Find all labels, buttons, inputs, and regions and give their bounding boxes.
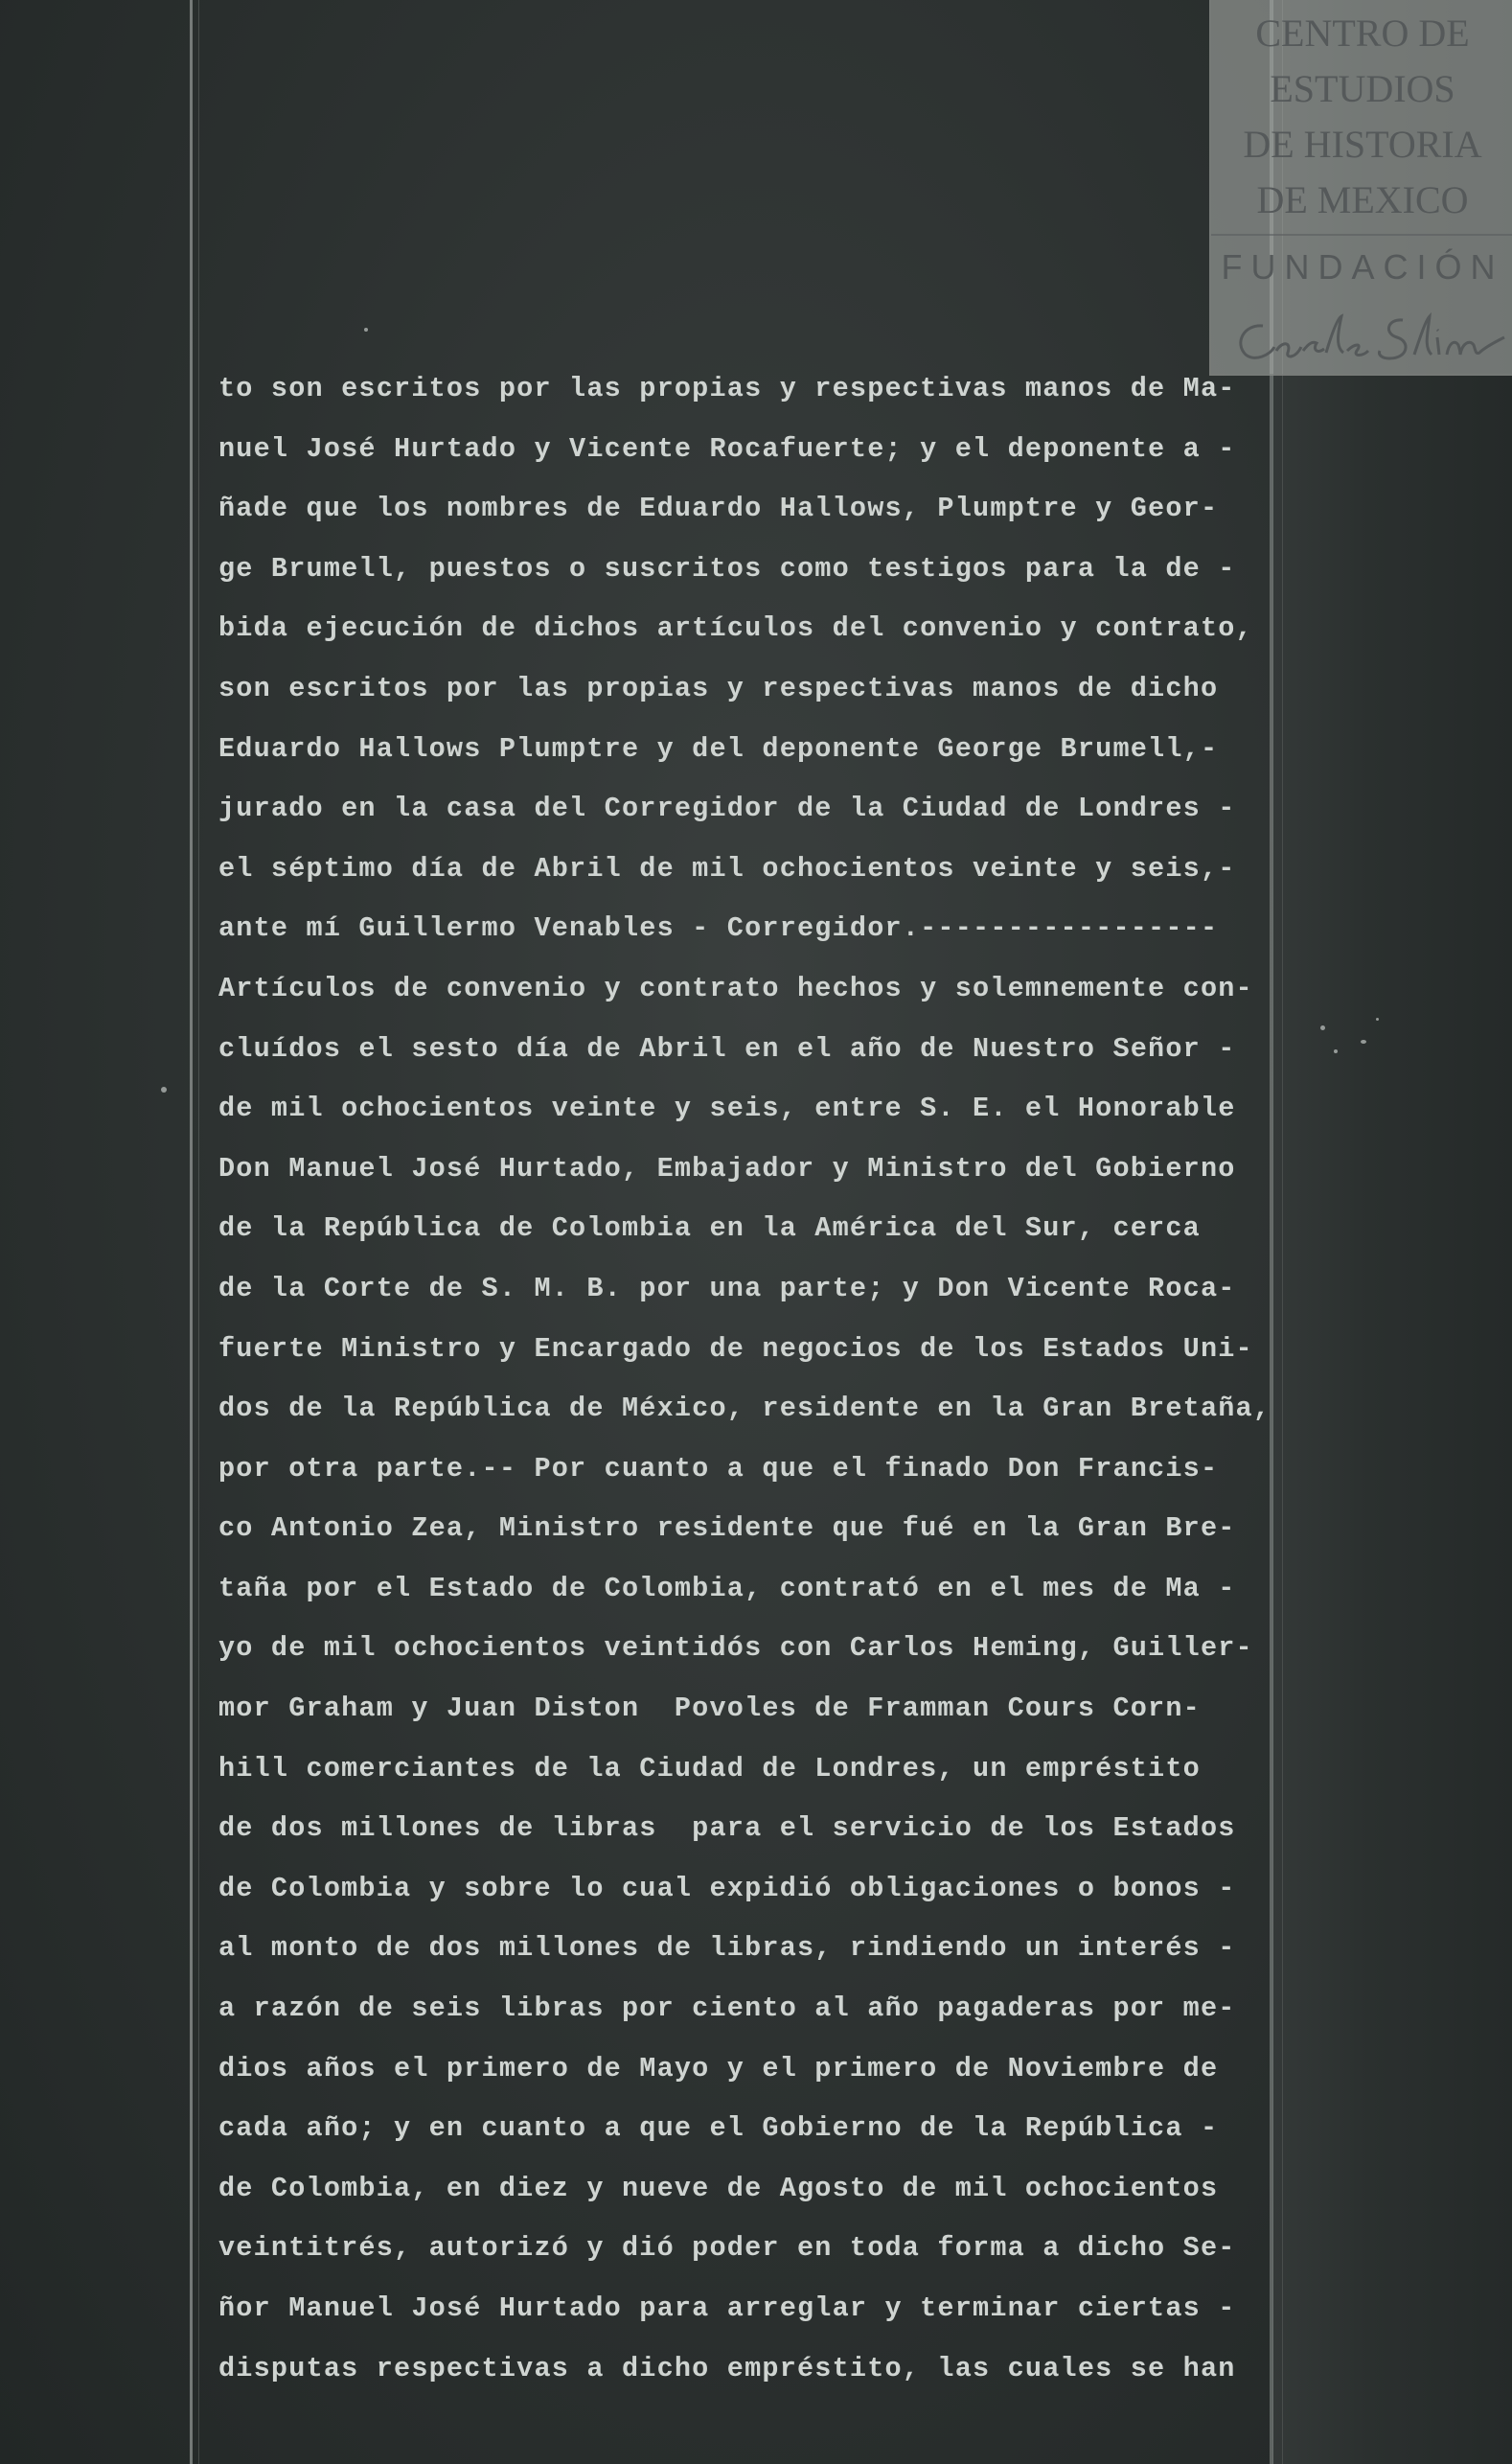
text-line: bida ejecución de dichos artículos del convenio y contrato, (218, 612, 1253, 645)
text-line: hill comerciantes de la Ciudad de Londres, un empréstito (218, 1752, 1201, 1785)
paper-speck (364, 328, 368, 332)
text-line: ñade que los nombres de Eduardo Hallows, Plumptre y Geor- (218, 493, 1219, 525)
text-line: Artículos de convenio y contrato hechos y solemnemente con- (218, 972, 1253, 1004)
text-line: cada año; y en cuanto a que el Gobierno de la República - (218, 2112, 1219, 2145)
watermark-institution (1211, 6, 1512, 228)
text-line: jurado en la casa del Corregidor de la Ciudad de Londres - (218, 793, 1236, 825)
watermark-line: ESTUDIOS (1270, 67, 1455, 110)
text-line: de la República de Colombia en la América del Sur, cerca (218, 1212, 1201, 1245)
watermark-foundation: FUNDACIÓN (1221, 247, 1504, 287)
text-line: de mil ochocientos veinte y seis, entre S. E. el Honorable (218, 1093, 1236, 1125)
text-line: co Antonio Zea, Ministro residente que fué en la Gran Bre- (218, 1512, 1236, 1545)
text-line: de la Corte de S. M. B. por una parte; y Don Vicente Roca- (218, 1272, 1236, 1304)
text-line: ge Brumell, puestos o suscritos como testigos para la de - (218, 552, 1236, 585)
text-line: a razón de seis libras por ciento al año pagaderas por me- (218, 1992, 1236, 2025)
paper-speck (161, 1087, 167, 1093)
watermark-divider (1211, 234, 1512, 236)
text-line: ante mí Guillermo Venables - Corregidor.----------------- (218, 912, 1219, 945)
text-line: el séptimo día de Abril de mil ochocientos veinte y seis,- (218, 852, 1236, 885)
text-line: disputas respectivas a dicho empréstito, las cuales se han (218, 2352, 1236, 2384)
text-line: cluídos el sesto día de Abril en el año de Nuestro Señor - (218, 1032, 1236, 1065)
text-line: to son escritos por las propias y respectivas manos de Ma- (218, 373, 1236, 404)
text-line: fuerte Ministro y Encargado de negocios de los Estados Uni- (218, 1332, 1253, 1365)
text-line: de dos millones de libras para el servicio de los Estados (218, 1812, 1236, 1845)
left-margin-line-faint (198, 0, 199, 2464)
text-line: de Colombia y sobre lo cual expidió obligaciones o bonos - (218, 1872, 1236, 1904)
text-line: de Colombia, en diez y nueve de Agosto de mil ochocientos (218, 2172, 1219, 2204)
text-line: nuel José Hurtado y Vicente Rocafuerte; y el deponente a - (218, 432, 1236, 465)
watermark-line: CENTRO DE (1255, 12, 1470, 55)
archive-watermark (1209, 0, 1512, 376)
text-line: veintitrés, autorizó y dió poder en toda forma a dicho Se- (218, 2232, 1236, 2265)
text-line: dos de la República de México, residente en la Gran Bretaña, (218, 1393, 1271, 1425)
paper-speck (1361, 1040, 1366, 1044)
text-line: mor Graham y Juan Diston Povoles de Framman Cours Corn- (218, 1693, 1201, 1725)
left-margin-line (190, 0, 193, 2464)
text-line: yo de mil ochocientos veintidós con Carlos Heming, Guiller- (218, 1632, 1253, 1665)
text-line: al monto de dos millones de libras, rindiendo un interés - (218, 1932, 1236, 1965)
text-line: dios años el primero de Mayo y el primero de Noviembre de (218, 2052, 1219, 2084)
document-body (218, 359, 1272, 2399)
paper-speck (1334, 1049, 1338, 1053)
watermark-line: DE HISTORIA (1243, 123, 1482, 166)
text-line: Don Manuel José Hurtado, Embajador y Ministro del Gobierno (218, 1152, 1236, 1185)
text-line: Eduardo Hallows Plumptre y del deponente George Brumell,- (218, 732, 1219, 765)
paper-speck (1376, 1018, 1379, 1021)
text-line: ñor Manuel José Hurtado para arreglar y terminar ciertas - (218, 2292, 1236, 2324)
text-line: taña por el Estado de Colombia, contrató en el mes de Ma - (218, 1572, 1236, 1604)
paper-speck (1320, 1025, 1325, 1030)
text-line: por otra parte.-- Por cuanto a que el finado Don Francis- (218, 1452, 1219, 1485)
text-line: son escritos por las propias y respectivas manos de dicho (218, 672, 1219, 704)
watermark-line: DE MEXICO (1256, 178, 1469, 221)
